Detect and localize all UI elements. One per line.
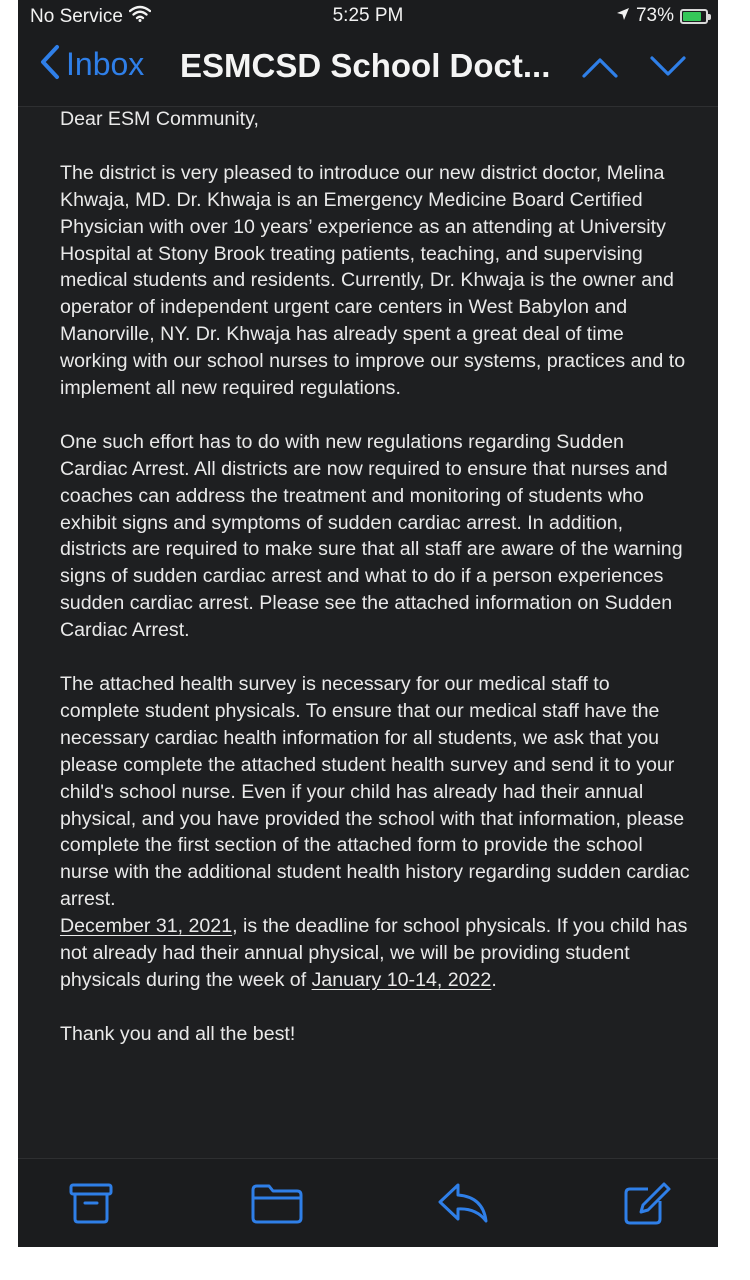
- email-paragraph-cardiac-arrest: One such effort has to do with new regulations regarding Sudden Cardiac Arrest. All districts are now required to ensure that nurses and coaches can address the treatment and monitoring of students who exhibit signs and symptoms of sudden cardiac arrest. In addition, districts are required to make sure that all staff are aware of the warning signs of sudden cardiac arrest and what to do if a person experiences sudden cardiac arrest. Please see the attached information on Sudden Cardiac Arrest.: [60, 430, 683, 642]
- chevron-down-icon: [648, 54, 688, 80]
- archive-button[interactable]: [68, 1181, 114, 1230]
- chevron-up-icon: [580, 54, 620, 80]
- carrier-label: No Service: [30, 5, 123, 27]
- deadline-date-link[interactable]: December 31, 2021: [60, 915, 233, 938]
- move-to-folder-button[interactable]: [250, 1181, 304, 1230]
- clock: 5:25 PM: [332, 5, 404, 26]
- reply-icon: [436, 1181, 490, 1225]
- email-body: [60, 106, 690, 1158]
- battery-charging-icon: [680, 9, 708, 24]
- folder-icon: [250, 1181, 304, 1225]
- status-right: [616, 5, 708, 27]
- compose-button[interactable]: [622, 1181, 672, 1232]
- bottom-toolbar: [18, 1158, 718, 1247]
- battery-percent: 73%: [635, 5, 674, 26]
- email-subject-title: ESMCSD School Doct...: [180, 47, 551, 84]
- back-label: Inbox: [66, 46, 145, 82]
- chevron-left-icon: [40, 44, 60, 85]
- email-paragraph-intro: The district is very pleased to introduce our new district doctor, Melina Khwaja, MD. Dr. Khwaja is an Emergency Medicine Board Certified Physician with over 10 years’ experience as an attending at University Hospital at Stony Brook treating patients, teaching, and supervising medical students and residents. Currently, Dr. Khwaja is the owner and operator of independent urgent care centers in West Babylon and Manorville, NY. Dr. Khwaja has already spent a great deal of time working with our school nurses to improve our systems, practices and to implement all new required regulations.: [60, 161, 686, 400]
- compose-icon: [622, 1181, 672, 1227]
- archive-icon: [68, 1181, 114, 1225]
- reply-button[interactable]: [436, 1181, 490, 1230]
- mail-app-screen: [18, 0, 718, 1247]
- status-bar: [18, 0, 718, 32]
- back-to-inbox-button[interactable]: [40, 44, 144, 85]
- email-closing: Thank you and all the best!: [60, 1022, 296, 1045]
- previous-message-button[interactable]: [580, 54, 620, 85]
- deadline-text-end: .: [491, 968, 497, 991]
- location-arrow-icon: [616, 5, 630, 27]
- navigation-bar: [18, 32, 718, 107]
- deadline-text: , is the deadline for school physicals. If you child has not already had their annual physical, we will be providing student physicals during the week of: [60, 915, 688, 991]
- email-paragraph-health-survey: The attached health survey is necessary for our medical staff to complete student physicals. To ensure that our medical staff have the necessary cardiac health information for all students, we ask that you please complete the attached student health survey and send it to your child's school nurse. Even if your child has already had their annual physical, and you have provided the school with that information, please complete the first section of the attached form to provide the school nurse with the additional student health history regarding sudden cardiac arrest.: [60, 672, 690, 911]
- physicals-week-date-link[interactable]: January 10-14, 2022: [311, 968, 492, 991]
- email-paragraph-deadline: [60, 913, 690, 994]
- next-message-button[interactable]: [648, 54, 688, 85]
- email-greeting: Dear ESM Community,: [60, 108, 259, 130]
